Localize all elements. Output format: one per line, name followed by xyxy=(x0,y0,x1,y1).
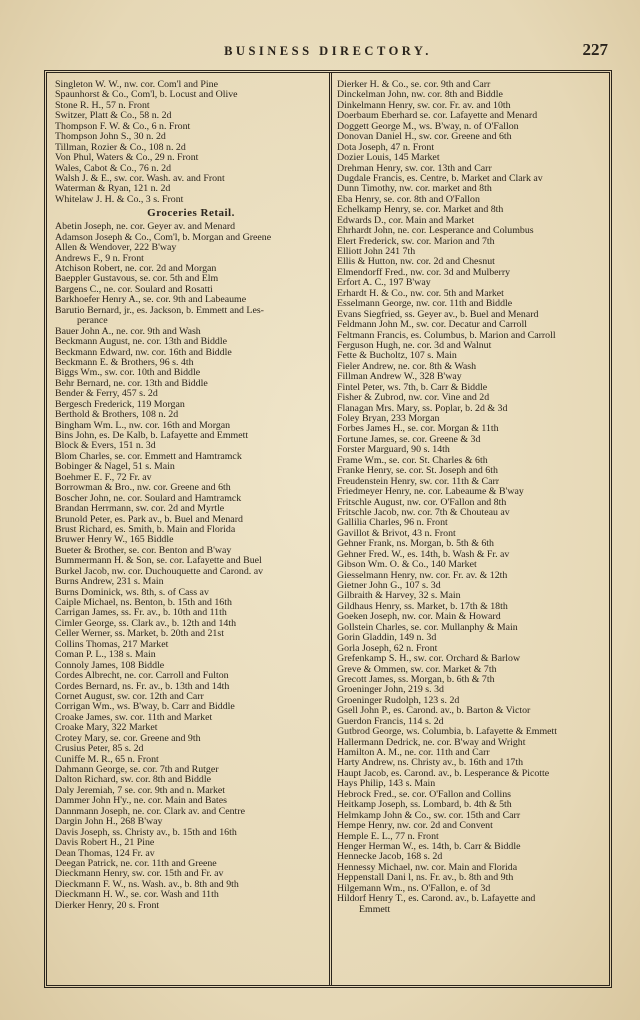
directory-entry: Bummermann H. & Son, se. cor. Lafayette and Buel xyxy=(55,556,262,567)
directory-entry: Echelkamp Henry, se. cor. Market and 8th xyxy=(337,205,504,216)
directory-entry: Waterman & Ryan, 121 n. 2d xyxy=(55,184,171,195)
directory-entry: Stone R. H., 57 n. Front xyxy=(55,100,150,111)
right-column xyxy=(337,80,609,915)
directory-entry: Gollstein Charles, se. cor. Mullanphy & Main xyxy=(337,622,518,633)
directory-entry: Friedmeyer Henry, ne. cor. Labeaume & B'way xyxy=(337,487,524,498)
directory-entry: Carrigan James, ss. Fr. av., b. 10th and 11th xyxy=(55,608,227,619)
directory-entry: Burns Dominick, ws. 8th, s. of Cass av xyxy=(55,587,209,598)
directory-entry: Crotey Mary, se. cor. Greene and 9th xyxy=(55,733,201,744)
directory-entry: Grecott James, ss. Morgan, b. 6th & 7th xyxy=(337,674,495,685)
page-title: BUSINESS DIRECTORY. xyxy=(224,44,432,58)
directory-entry: Elmendorff Fred., nw. cor. 3d and Mulberry xyxy=(337,267,511,278)
directory-entry: Block & Evers, 151 n. 3d xyxy=(55,441,156,452)
directory-entry: Forbes James H., se. cor. Morgan & 11th xyxy=(337,424,499,435)
directory-entry: Dugdale Francis, es. Centre, b. Market and Clark av xyxy=(337,173,543,184)
directory-entry: Gehner Fred. W., es. 14th, b. Wash & Fr. av xyxy=(337,549,510,560)
directory-entry: Dunn Timothy, nw. cor. market and 8th xyxy=(337,184,492,195)
directory-entry: Dinkelmann Henry, sw. cor. Fr. av. and 10th xyxy=(337,100,511,111)
directory-entry: Fintel Peter, ws. 7th, b. Carr & Biddle xyxy=(337,382,488,393)
directory-entry: Fritschle Jacob, nw. cor. 7th & Chouteau av xyxy=(337,507,510,518)
directory-entry: Hilgemann Wm., ns. O'Fallon, e. of 3d xyxy=(337,883,491,894)
directory-entry: Dammer John H'y., ne. cor. Main and Bates xyxy=(55,796,227,807)
directory-entry: Dahmann George, se. cor. 7th and Rutger xyxy=(55,765,219,775)
directory-entry: Deegan Patrick, ne. cor. 11th and Greene xyxy=(55,858,217,869)
directory-entry: Gallilia Charles, 96 n. Front xyxy=(337,518,448,529)
directory-entry: Guerdon Francis, 114 s. 2d xyxy=(337,716,444,727)
directory-entry: Burns Andrew, 231 s. Main xyxy=(55,577,164,588)
directory-entry: Cimler George, ss. Clark av., b. 12th and 14th xyxy=(55,618,237,629)
directory-entry: Beckmann Edward, nw. cor. 16th and Biddle xyxy=(55,347,232,358)
directory-entry: Feltmann Francis, es. Columbus, b. Marion and Carroll xyxy=(337,330,556,341)
directory-entry: Beckmann August, ne. cor. 13th and Biddle xyxy=(55,337,227,348)
directory-entry: Dierker Henry, 20 s. Front xyxy=(55,900,160,911)
directory-entry: Erhardt H. & Co., nw. cor. 5th and Market xyxy=(337,288,504,299)
directory-entry: Dierker H. & Co., se. cor. 9th and Carr xyxy=(337,80,491,90)
directory-entry: Gorin Gladdin, 149 n. 3d xyxy=(337,633,437,644)
directory-entry: Bobinger & Nagel, 51 s. Main xyxy=(55,462,175,473)
directory-entry: Harty Andrew, ns. Christy av., b. 16th and 17th xyxy=(337,758,524,769)
retail-list-right xyxy=(337,80,609,915)
directory-entry: Elert Frederick, sw. cor. Marion and 7th xyxy=(337,236,495,247)
directory-entry: Giesselmann Henry, nw. cor. Fr. av. & 12th xyxy=(337,570,508,581)
directory-entry: Haupt Jacob, es. Carond. av., b. Lesperance & Picotte xyxy=(337,768,550,779)
directory-entry: Daly Jeremiah, 7 se. cor. 9th and n. Market xyxy=(55,785,226,796)
directory-entry: Von Phul, Waters & Co., 29 n. Front xyxy=(55,153,199,164)
directory-entry: Fortune James, se. cor. Greene & 3d xyxy=(337,434,481,445)
directory-entry: Cordes Bernard, ns. Fr. av., b. 13th and 14th xyxy=(55,681,230,692)
directory-entry: Croake James, sw. cor. 11th and Market xyxy=(55,712,213,723)
directory-entry: Dannmann Joseph, ne. cor. Clark av. and Centre xyxy=(55,806,245,817)
directory-entry: Boscher John, ne. cor. Soulard and Hamtramck xyxy=(55,493,242,504)
directory-entry: Hemple E. L., 77 n. Front xyxy=(337,831,439,842)
directory-entry: Switzer, Platt & Co., 58 n. 2d xyxy=(55,111,172,122)
directory-entry: Doerbaum Eberhard se. cor. Lafayette and Menard xyxy=(337,111,538,122)
directory-entry: Celler Werner, ss. Market, b. 20th and 21st xyxy=(55,629,224,640)
directory-entry: Gavillot & Brivot, 43 n. Front xyxy=(337,528,456,539)
directory-entry: Dalton Richard, sw. cor. 8th and Biddle xyxy=(55,775,211,786)
directory-entry: Burkel Jacob, nw. cor. Duchouquette and Carond. av xyxy=(55,566,264,577)
directory-entry: Hays Philip, 143 s. Main xyxy=(337,779,436,790)
directory-entry: Dean Thomas, 124 Fr. av xyxy=(55,848,155,859)
directory-entry: Dieckmann F. W., ns. Wash. av., b. 8th and 9th xyxy=(55,879,239,890)
directory-entry: Esselmann George, nw. cor. 11th and Biddle xyxy=(337,299,513,310)
directory-entry: Doggett George M., ws. B'way, n. of O'Fallon xyxy=(337,121,519,132)
directory-entry: Groeninger Rudolph, 123 s. 2d xyxy=(337,695,460,706)
directory-entry: Atchison Robert, ne. cor. 2d and Morgan xyxy=(55,264,217,274)
directory-entry: Bargens C., ne. cor. Soulard and Rosatti xyxy=(55,284,213,295)
directory-entry: Thompson John S., 30 n. 2d xyxy=(55,132,166,143)
directory-entry: Hennecke Jacob, 168 s. 2d xyxy=(337,852,443,863)
directory-entry: Barkhoefer Henry A., se. cor. 9th and Labeaume xyxy=(55,295,247,306)
directory-entry: perance xyxy=(77,316,108,327)
directory-entry: Fieler Andrew, ne. cor. 8th & Wash xyxy=(337,361,477,372)
directory-entry: Davis Joseph, ss. Christy av., b. 15th and 16th xyxy=(55,827,237,838)
directory-entry: Fette & Bucholtz, 107 s. Main xyxy=(337,351,457,362)
directory-entry: Erfort A. C., 197 B'way xyxy=(337,278,431,289)
directory-entry: Davis Robert H., 21 Pine xyxy=(55,838,155,849)
directory-entry: Emmett xyxy=(359,904,391,915)
directory-entry: Bender & Ferry, 457 s. 2d xyxy=(55,389,158,400)
directory-entry: Henger Herman W., es. 14th, b. Carr & Biddle xyxy=(337,841,521,852)
directory-entry: Coman P. L., 138 s. Main xyxy=(55,650,156,661)
directory-entry: Bueter & Brother, se. cor. Benton and B'way xyxy=(55,545,232,556)
directory-entry: Allen & Wendover, 222 B'way xyxy=(55,243,177,254)
directory-entry: Dozier Louis, 145 Market xyxy=(337,153,440,164)
directory-entry: Gorla Joseph, 62 n. Front xyxy=(337,643,438,654)
directory-entry: Bergesch Frederick, 119 Morgan xyxy=(55,399,185,410)
directory-entry: Corrigan Wm., ws. B'way, b. Carr and Biddle xyxy=(55,702,235,713)
directory-entry: Caiple Michael, ns. Benton, b. 15th and 16th xyxy=(55,598,232,608)
section-heading: Groceries Retail. xyxy=(147,207,235,220)
page-number: 227 xyxy=(582,40,608,59)
directory-entry: Dinckelman John, nw. cor. 8th and Biddle xyxy=(337,90,503,101)
directory-entry: Brust Richard, es. Smith, b. Main and Florida xyxy=(55,524,236,535)
directory-entry: Ellis & Hutton, nw. cor. 2d and Chesnut xyxy=(337,257,495,268)
directory-entry: Cuniffe M. R., 65 n. Front xyxy=(55,754,159,765)
directory-entry: Crusius Peter, 85 s. 2d xyxy=(55,744,144,755)
directory-entry: Bins John, es. De Kalb, b. Lafayette and Emmett xyxy=(55,431,249,441)
directory-entry: Bauer John A., ne. cor. 9th and Wash xyxy=(55,326,201,337)
directory-entry: Feldmann John M., sw. cor. Decatur and Carroll xyxy=(337,320,527,331)
directory-entry: Freudenstein Henry, sw. cor. 11th & Carr xyxy=(337,476,500,487)
directory-entry: Hempe Henry, nw. cor. 2d and Convent xyxy=(337,821,493,832)
directory-entry: Fillman Andrew W., 328 B'way xyxy=(337,372,462,383)
directory-entry: Cornet August, sw. cor. 12th and Carr xyxy=(55,691,204,702)
directory-entry: Adamson Joseph & Co., Com'l, b. Morgan and Greene xyxy=(55,232,272,243)
wholesale-list xyxy=(55,80,327,205)
directory-entry: Croake Mary, 322 Market xyxy=(55,723,158,734)
directory-entry: Gibson Wm. O. & Co., 140 Market xyxy=(337,560,477,571)
directory-entry: Donovan Daniel H., sw. cor. Greene and 6th xyxy=(337,132,512,143)
directory-entry: Goeken Joseph, nw. cor. Main & Howard xyxy=(337,612,501,623)
directory-entry: Fisher & Zubrod, nw. cor. Vine and 2d xyxy=(337,393,490,404)
directory-entry: Abetin Joseph, ne. cor. Geyer av. and Menard xyxy=(55,222,236,233)
directory-entry: Dargin John H., 268 B'way xyxy=(55,817,163,828)
directory-entry: Gildhaus Henry, ss. Market, b. 17th & 18th xyxy=(337,601,508,612)
retail-list-left xyxy=(55,222,327,911)
directory-entry: Berthold & Brothers, 108 n. 2d xyxy=(55,410,179,421)
directory-entry: Elliott John 241 7th xyxy=(337,247,416,257)
directory-entry: Drehman Henry, sw. cor. 13th and Carr xyxy=(337,163,492,174)
column-divider xyxy=(329,73,332,985)
directory-entry: Hallermann Dedrick, ne. cor. B'way and Wright xyxy=(337,737,526,748)
directory-entry: Hennessy Michael, nw. cor. Main and Florida xyxy=(337,862,518,873)
directory-entry: Fritschle August, nw. cor. O'Fallon and 8th xyxy=(337,497,507,508)
directory-entry: Gehner Frank, ns. Morgan, b. 5th & 6th xyxy=(337,539,494,550)
directory-entry: Hildorf Henry T., es. Carond. av., b. Lafayette and xyxy=(337,894,536,905)
directory-entry: Edwards D., cor. Main and Market xyxy=(337,215,475,226)
directory-entry: Eba Henry, se. cor. 8th and O'Fallon xyxy=(337,194,480,205)
directory-entry: Thompson F. W. & Co., 6 n. Front xyxy=(55,121,191,132)
directory-entry: Bingham Wm. L., nw. cor. 16th and Morgan xyxy=(55,420,231,431)
directory-entry: Helmkamp John & Co., sw. cor. 15th and Carr xyxy=(337,810,521,821)
directory-entry: Frame Wm., se. cor. St. Charles & 6th xyxy=(337,455,488,466)
directory-entry: Cordes Albrecht, ne. cor. Carroll and Fulton xyxy=(55,671,229,682)
directory-entry: Dieckmann H. W., se. cor. Wash and 11th xyxy=(55,890,219,901)
directory-entry: Biggs Wm., sw. cor. 10th and Biddle xyxy=(55,368,201,379)
directory-entry: Evans Siegfried, ss. Geyer av., b. Buel and Menard xyxy=(337,309,539,320)
directory-entry: Spaunhorst & Co., Com'l, b. Locust and Olive xyxy=(55,90,238,101)
directory-entry: Grefenkamp S. H., sw. cor. Orchard & Barlow xyxy=(337,654,521,665)
directory-entry: Gilbraith & Harvey, 32 s. Main xyxy=(337,591,461,602)
directory-entry: Heitkamp Joseph, ss. Lombard, b. 4th & 5th xyxy=(337,800,512,811)
directory-entry: Dieckmann Henry, sw. cor. 15th and Fr. av xyxy=(55,869,224,880)
directory-entry: Foley Bryan, 233 Morgan xyxy=(337,414,440,424)
directory-entry: Groeninger John, 219 s. 3d xyxy=(337,685,444,696)
directory-entry: Ferguson Hugh, ne. cor. 3d and Walnut xyxy=(337,340,492,351)
directory-entry: Walsh J. & E., sw. cor. Wash. av. and Front xyxy=(55,173,225,184)
page-header xyxy=(48,40,608,66)
directory-entry: Andrews F., 9 n. Front xyxy=(55,253,144,264)
directory-entry: Beckmann E. & Brothers, 96 s. 4th xyxy=(55,357,194,368)
directory-entry: Dota Joseph, 47 n. Front xyxy=(337,142,435,153)
directory-entry: Gietner John G., 107 s. 3d xyxy=(337,581,441,591)
directory-entry: Boehmer E. F., 72 Fr. av xyxy=(55,472,152,483)
text-frame xyxy=(44,70,612,988)
directory-entry: Heppenstall Dani l, ns. Fr. av., b. 8th and 9th xyxy=(337,873,514,884)
left-column xyxy=(55,80,327,911)
directory-entry: Singleton W. W., nw. cor. Com'l and Pine xyxy=(55,80,218,90)
directory-entry: Blom Charles, se. cor. Emmett and Hamtramck xyxy=(55,451,242,462)
directory-entry: Bruwer Henry W., 165 Biddle xyxy=(55,535,174,546)
directory-entry: Whitelaw J. H. & Co., 3 s. Front xyxy=(55,194,184,205)
directory-entry: Greve & Ommen, sw. cor. Market & 7th xyxy=(337,664,497,675)
directory-entry: Hamilton A. M., ne. cor. 11th and Carr xyxy=(337,748,490,758)
directory-entry: Forster Marguard, 90 s. 14th xyxy=(337,445,450,456)
directory-entry: Flanagan Mrs. Mary, ss. Poplar, b. 2d & 3d xyxy=(337,403,508,414)
directory-entry: Borrowman & Bro., nw. cor. Greene and 6th xyxy=(55,483,231,494)
directory-entry: Wales, Cabot & Co., 76 n. 2d xyxy=(55,163,172,174)
directory-entry: Hebrock Fred., se. cor. O'Fallon and Collins xyxy=(337,789,512,800)
directory-entry: Brandan Herrmann, sw. cor. 2d and Myrtle xyxy=(55,504,225,515)
directory-entry: Franke Henry, se. cor. St. Joseph and 6th xyxy=(337,466,498,477)
directory-entry: Brunold Peter, es. Park av., b. Buel and Menard xyxy=(55,514,243,525)
directory-entry: Collins Thomas, 217 Market xyxy=(55,639,169,650)
directory-entry: Ehrhardt John, ne. cor. Lesperance and Columbus xyxy=(337,226,534,237)
directory-entry: Baeppler Gustavous, se. cor. 5th and Elm xyxy=(55,274,219,285)
directory-entry: Gutbrod George, ws. Columbia, b. Lafayette & Emmett xyxy=(337,727,558,738)
directory-entry: Barutio Bernard, jr., es. Jackson, b. Emmett and Les- xyxy=(55,305,264,316)
directory-entry: Behr Bernard, ne. cor. 13th and Biddle xyxy=(55,378,208,389)
directory-entry: Gsell John P., es. Carond. av., b. Barton & Victor xyxy=(337,706,531,717)
directory-entry: Tillman, Rozier & Co., 108 n. 2d xyxy=(55,142,186,153)
directory-entry: Connoly James, 108 Biddle xyxy=(55,660,165,671)
